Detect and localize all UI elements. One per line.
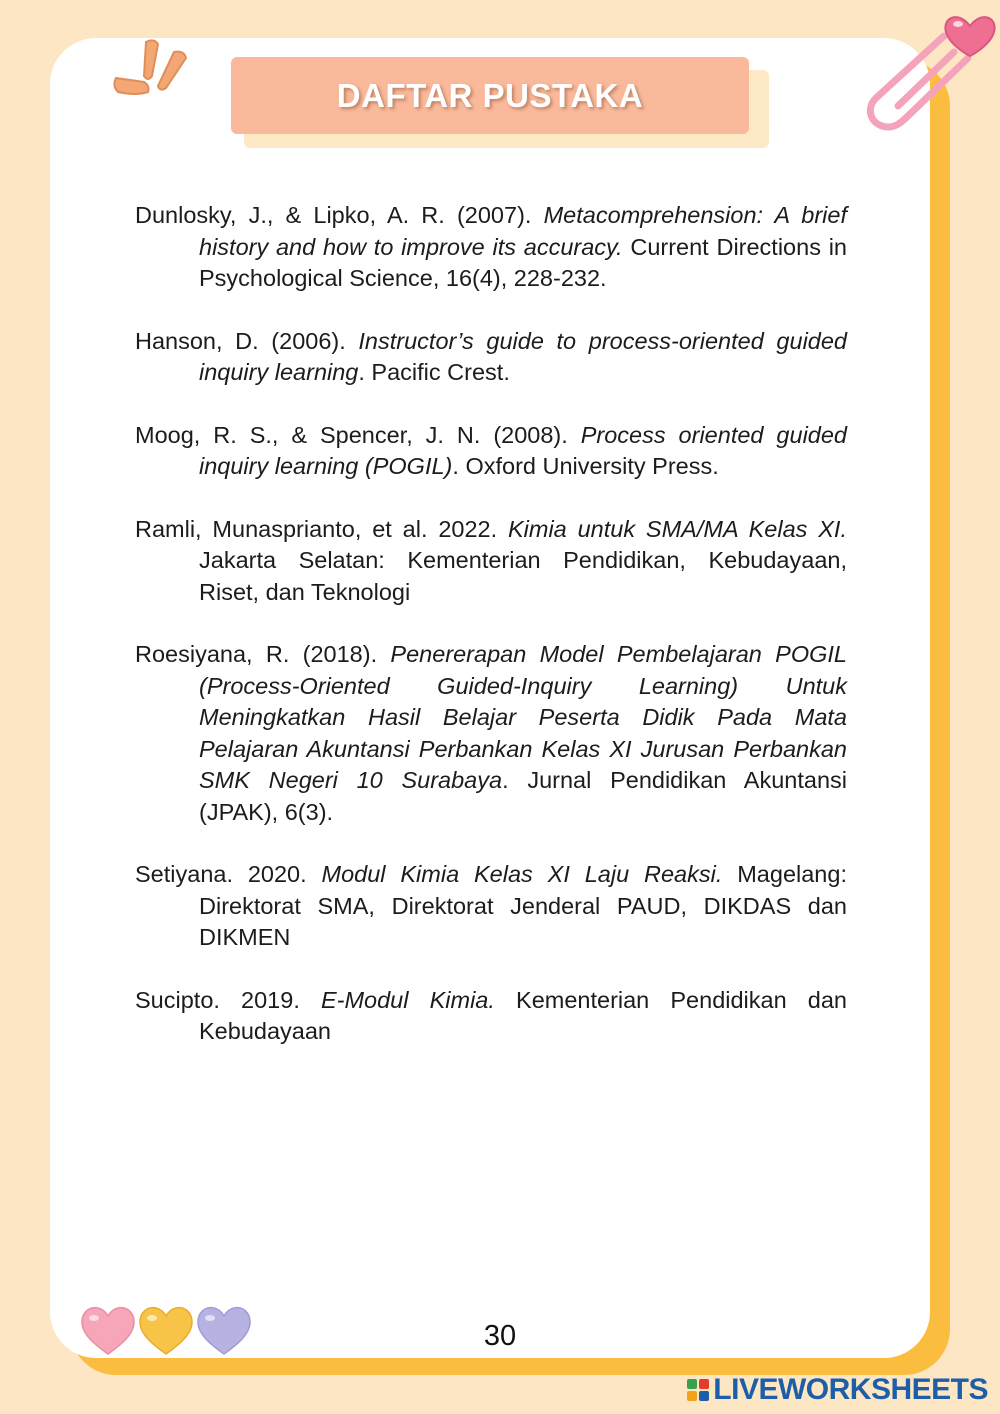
reference-source: Kementerian Pendidikan dan Kebudayaan: [199, 986, 847, 1044]
reference-item: [135, 639, 847, 828]
page-number: 30: [483, 1320, 517, 1352]
reference-source: . Jurnal Pendidikan Akuntansi (JPAK), 6(3).: [199, 767, 847, 825]
heart-yellow-icon: [140, 1308, 192, 1354]
reference-title: Instructor’s guide to process-oriented guided inquiry learning: [199, 327, 847, 385]
liveworksheets-logo-icon: [687, 1379, 709, 1401]
reference-authors: Roesiyana, R. (2018).: [135, 641, 391, 667]
paperclip-heart-icon: [858, 0, 1000, 140]
heart-purple-icon: [198, 1308, 250, 1354]
reference-item: [135, 420, 847, 483]
sparkle-burst-icon: [108, 36, 194, 106]
reference-item: [135, 200, 847, 295]
reference-authors: Moog, R. S., & Spencer, J. N. (2008).: [135, 421, 581, 448]
reference-authors: Ramli, Munasprianto, et al. 2022.: [135, 515, 508, 542]
reference-title: Kimia untuk SMA/MA Kelas XI.: [507, 515, 847, 542]
reference-source: . Pacific Crest.: [358, 359, 510, 385]
reference-item: [135, 985, 847, 1048]
liveworksheets-watermark[interactable]: [687, 1373, 988, 1407]
liveworksheets-brand-text: LIVEWORKSHEETS: [713, 1373, 988, 1406]
hearts-decoration: [80, 1304, 256, 1358]
reference-title: Modul Kimia Kelas XI Laju Reaksi.: [321, 861, 723, 887]
reference-source: Jakarta Selatan: Kementerian Pendidikan, Kebudayaan, Riset, dan Teknologi: [199, 547, 847, 605]
heart-pink-icon: [82, 1308, 134, 1354]
reference-item: [135, 859, 847, 954]
reference-source: Magelang: Direktorat SMA, Direktorat Jenderal PAUD, DIKDAS dan DIKMEN: [199, 861, 847, 950]
reference-title: Process oriented guided inquiry learning (POGIL): [199, 421, 847, 479]
page-title: DAFTAR PUSTAKA: [336, 76, 644, 114]
reference-title: Metacomprehension: A brief history and how to improve its accuracy.: [199, 202, 848, 260]
reference-source: Current Directions in Psychological Science, 16(4), 228-232.: [199, 233, 847, 291]
reference-authors: Dunlosky, J., & Lipko, A. R. (2007).: [135, 202, 544, 228]
reference-title: Penererapan Model Pembelajaran POGIL (Process-Oriented Guided-Inquiry Learning) Untuk Meningkatkan Hasil Belajar Peserta Didik Pada Mata Pelajaran Akuntansi Perbankan Kelas XI Jurusan Perbankan SMK Negeri 10 Surabaya: [199, 641, 847, 793]
reference-source: . Oxford University Press.: [452, 453, 719, 479]
title-box: [231, 57, 749, 134]
reference-item: [135, 514, 847, 609]
reference-title: E-Modul Kimia.: [320, 986, 495, 1013]
reference-list: [135, 200, 847, 1079]
reference-authors: Setiyana. 2020.: [135, 861, 322, 887]
reference-authors: Hanson, D. (2006).: [135, 327, 359, 354]
reference-authors: Sucipto. 2019.: [135, 986, 321, 1013]
reference-item: [135, 326, 847, 389]
